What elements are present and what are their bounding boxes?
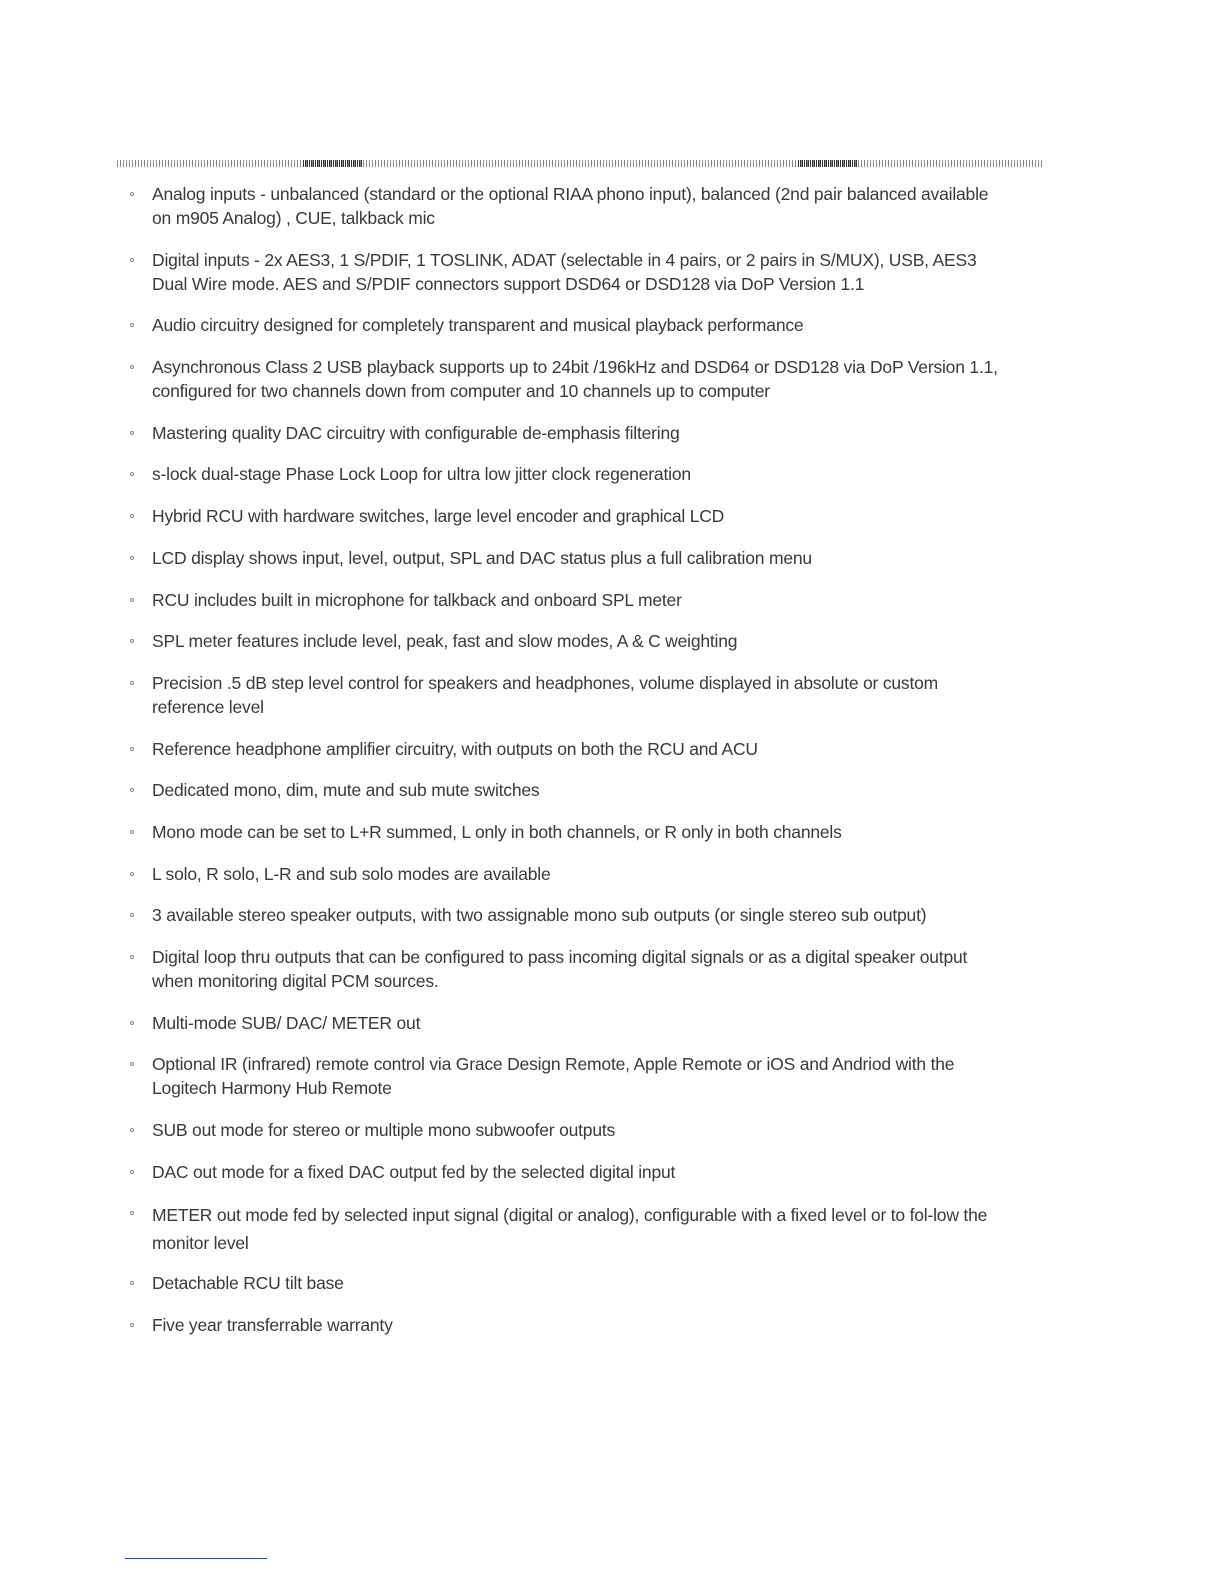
bullet-icon [130, 514, 134, 518]
section-divider [117, 160, 1044, 167]
list-item [130, 903, 1010, 927]
bullet-icon [130, 1170, 134, 1174]
footnote-rule [125, 1558, 267, 1559]
bullet-icon [130, 788, 134, 792]
feature-text: s-lock dual-stage Phase Lock Loop for ultra low jitter clock regeneration [152, 464, 691, 485]
feature-text: LCD display shows input, level, output, SPL and DAC status plus a full calibration menu [152, 547, 812, 568]
section-divider-accent [303, 160, 363, 167]
bullet-icon [130, 556, 134, 560]
feature-text: RCU includes built in microphone for talkback and onboard SPL meter [152, 589, 682, 610]
bullet-icon [130, 258, 134, 262]
feature-text: Audio circuitry designed for completely transparent and musical playback performance [152, 315, 804, 336]
feature-text: METER out mode fed by selected input signal (digital or analog), configurable with a fixed level or to fol-low the monitor level [152, 1205, 988, 1254]
feature-text: Detachable RCU tilt base [152, 1273, 344, 1294]
bullet-icon [130, 598, 134, 602]
list-item [130, 945, 1010, 993]
bullet-icon [130, 747, 134, 751]
list-item [130, 182, 1010, 230]
feature-text: Five year transferrable warranty [152, 1314, 393, 1335]
list-item [130, 820, 1010, 844]
list-item [130, 546, 1010, 570]
feature-text: Hybrid RCU with hardware switches, large level encoder and graphical LCD [152, 506, 725, 527]
bullet-icon [130, 1281, 134, 1285]
list-item [130, 1052, 1010, 1100]
bullet-icon [130, 1128, 134, 1132]
feature-text: Dedicated mono, dim, mute and sub mute switches [152, 780, 540, 801]
list-item [130, 737, 1010, 761]
bullet-icon [130, 1211, 134, 1215]
bullet-icon [130, 192, 134, 196]
list-item [130, 421, 1010, 445]
feature-text: Multi-mode SUB/ DAC/ METER out [152, 1012, 421, 1033]
bullet-icon [130, 431, 134, 435]
list-item [130, 1271, 1010, 1295]
bullet-icon [130, 955, 134, 959]
feature-text: DAC out mode for a fixed DAC output fed by the selected digital input [152, 1161, 676, 1182]
feature-text: SUB out mode for stereo or multiple mono subwoofer outputs [152, 1120, 616, 1141]
feature-text: L solo, R solo, L-R and sub solo modes are available [152, 863, 551, 884]
bullet-icon [130, 830, 134, 834]
feature-text: Optional IR (infrared) remote control via Grace Design Remote, Apple Remote or iOS and Andriod with the Logitech Harmony Hub Remote [152, 1054, 955, 1099]
section-divider-accent [798, 160, 858, 167]
bullet-icon [130, 639, 134, 643]
feature-text: Digital loop thru outputs that can be configured to pass incoming digital signals or as a digital speaker output when monitoring digital PCM sources. [152, 947, 968, 991]
bullet-icon [130, 472, 134, 476]
feature-text: Analog inputs - unbalanced (standard or the optional RIAA phono input), balanced (2nd pair balanced available on m905 Analog) , CUE, talkback mic [152, 184, 989, 228]
list-item [130, 313, 1010, 337]
bullet-icon [130, 365, 134, 369]
list-item [130, 1160, 1010, 1184]
list-item [130, 862, 1010, 886]
list-item [130, 629, 1010, 653]
list-item [130, 504, 1010, 528]
list-item [130, 1201, 1010, 1257]
feature-text: 3 available stereo speaker outputs, with two assignable mono sub outputs (or single stereo sub output) [152, 905, 927, 926]
feature-text: Asynchronous Class 2 USB playback supports up to 24bit /196kHz and DSD64 or DSD128 via DoP Version 1.1, configured for two channels down from computer and 10 channels up to computer [152, 357, 998, 402]
bullet-icon [130, 1062, 134, 1066]
feature-text: Reference headphone amplifier circuitry, with outputs on both the RCU and ACU [152, 738, 758, 759]
bullet-icon [130, 1323, 134, 1327]
feature-text: SPL meter features include level, peak, fast and slow modes, A & C weighting [152, 631, 738, 652]
bullet-icon [130, 323, 134, 327]
list-item [130, 588, 1010, 612]
bullet-icon [130, 913, 134, 917]
feature-list [130, 182, 1010, 1355]
list-item [130, 462, 1010, 486]
list-item [130, 671, 1010, 719]
bullet-icon [130, 681, 134, 685]
feature-text: Mono mode can be set to L+R summed, L only in both channels, or R only in both channels [152, 821, 842, 842]
feature-text: Precision .5 dB step level control for speakers and headphones, volume displayed in absolute or custom reference level [152, 672, 939, 717]
list-item [130, 1313, 1010, 1337]
list-item [130, 248, 1010, 296]
list-item [130, 1011, 1010, 1035]
feature-text: Digital inputs - 2x AES3, 1 S/PDIF, 1 TOSLINK, ADAT (selectable in 4 pairs, or 2 pairs in S/MUX), USB, AES3 Dual Wire mode. AES and S/PDIF connectors support DSD64 or DSD128 via DoP Version 1.1 [152, 249, 977, 294]
list-item [130, 1118, 1010, 1142]
bullet-icon [130, 1021, 134, 1025]
list-item [130, 778, 1010, 802]
feature-text: Mastering quality DAC circuitry with configurable de-emphasis filtering [152, 422, 680, 443]
list-item [130, 355, 1010, 403]
bullet-icon [130, 872, 134, 876]
